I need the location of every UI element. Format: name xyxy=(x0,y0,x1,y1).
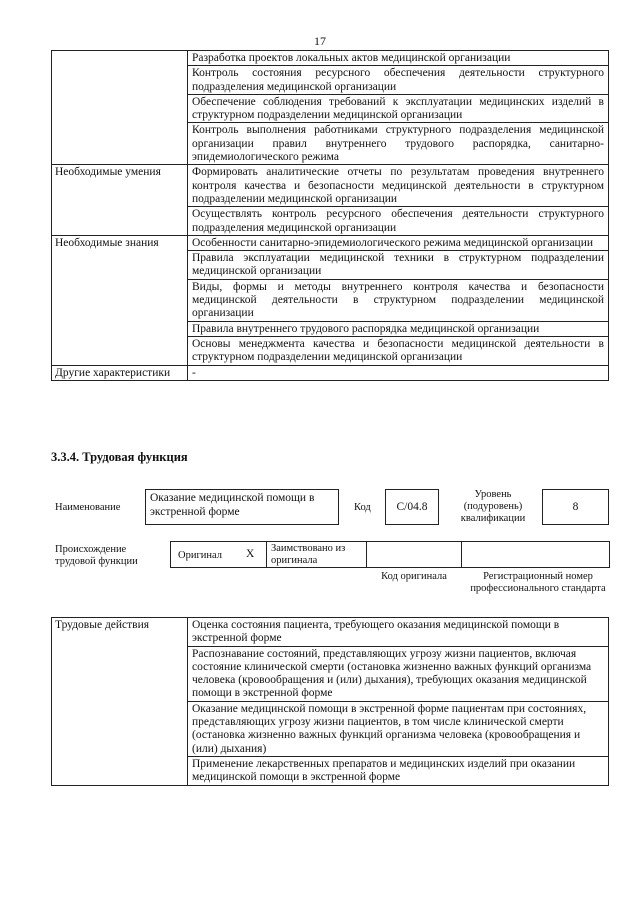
table-cell: Контроль выполнения работниками структурного подразделения медицинской организации правил внутреннего трудового распорядка, санитарно-эпидемиологического режима xyxy=(188,123,609,165)
reg-number-caption: Регистрационный номер профессионального стандарта xyxy=(470,571,606,594)
section-title: 3.3.4. Трудовая функция xyxy=(51,450,188,464)
table-cell: Виды, формы и методы внутреннего контроля качества и безопасности медицинской деятельности в структурном подразделении медицинской организации xyxy=(188,279,609,321)
table-cell: - xyxy=(188,365,609,380)
row-label-knowledge: Необходимые знания xyxy=(52,235,188,365)
table-cell: Оказание медицинской помощи в экстренной форме пациентам при состояниях, представляющих угрозу жизни пациентов, в том числе клинической смерти (остановка жизненно важных функций организма человека (кровообращения и (или) дыхания) xyxy=(188,701,609,756)
table-cell: Правила эксплуатации медицинской техники в структурном подразделении медицинской организации xyxy=(188,251,609,280)
name-value-box xyxy=(145,489,339,525)
table-cell: Разработка проектов локальных актов медицинской организации xyxy=(188,51,609,66)
table-cell: Контроль состояния ресурсного обеспечения деятельности структурного подразделения медицинской организации xyxy=(188,66,609,95)
level-value-box xyxy=(542,489,609,525)
table-cell: Осуществлять контроль ресурсного обеспечения деятельности структурного подразделения медицинской организации xyxy=(188,207,609,236)
divider xyxy=(461,541,462,568)
table-cell: Оценка состояния пациента, требующего оказания медицинской помощи в экстренной форме xyxy=(188,618,609,647)
table-row xyxy=(52,235,609,250)
borrowed-label: Заимствовано из оригинала xyxy=(271,543,346,566)
code-value-box xyxy=(385,489,439,525)
row-label-actions: Трудовые действия xyxy=(52,618,188,786)
table-row xyxy=(52,618,609,647)
code-label: Код xyxy=(354,502,371,513)
code-value: С/04.8 xyxy=(396,501,428,513)
table-row xyxy=(52,365,609,380)
table-cell: Обеспечение соблюдения требований к эксплуатации медицинских изделий в структурном подразделении медицинской организации xyxy=(188,94,609,123)
competency-table xyxy=(51,50,609,381)
level-value: 8 xyxy=(572,501,579,513)
name-value: Оказание медицинской помощи в экстренной форме xyxy=(150,492,315,518)
divider xyxy=(366,541,367,568)
table-cell: Применение лекарственных препаратов и медицинских изделий при оказании медицинской помощи в экстренной форме xyxy=(188,756,609,785)
code-original-caption: Код оригинала xyxy=(381,571,447,582)
origin-grid xyxy=(170,541,610,568)
table-cell: Правила внутреннего трудового распорядка медицинской организации xyxy=(188,321,609,336)
divider xyxy=(266,541,267,568)
table-cell: Особенности санитарно-эпидемиологического режима медицинской организации xyxy=(188,235,609,250)
table-cell: Распознавание состояний, представляющих угрозу жизни пациентов, включая состояние клинической смерти (остановка жизненно важных функций организма человека (кровообращения и (или) дыхания), требующих оказания медицинской помощи в экстренной форме xyxy=(188,646,609,701)
original-label: Оригинал xyxy=(178,550,222,561)
table-cell: Основы менеджмента качества и безопасности медицинской деятельности в структурном подразделении медицинской организации xyxy=(188,336,609,365)
row-label xyxy=(52,51,188,165)
name-label: Наименование xyxy=(55,502,121,513)
row-label-skills: Необходимые умения xyxy=(52,165,188,235)
original-mark: X xyxy=(246,548,255,560)
page-number: 17 xyxy=(314,34,326,48)
level-label: Уровень (подуровень) квалификации xyxy=(460,489,526,524)
origin-label: Происхождение трудовой функции xyxy=(55,544,138,567)
labor-actions-table xyxy=(51,617,609,786)
table-row xyxy=(52,165,609,207)
row-label-other: Другие характеристики xyxy=(52,365,188,380)
table-cell: Формировать аналитические отчеты по результатам проведения внутреннего контроля качества и безопасности медицинской деятельности в структурном подразделении медицинской организации xyxy=(188,165,609,207)
table-row xyxy=(52,51,609,66)
